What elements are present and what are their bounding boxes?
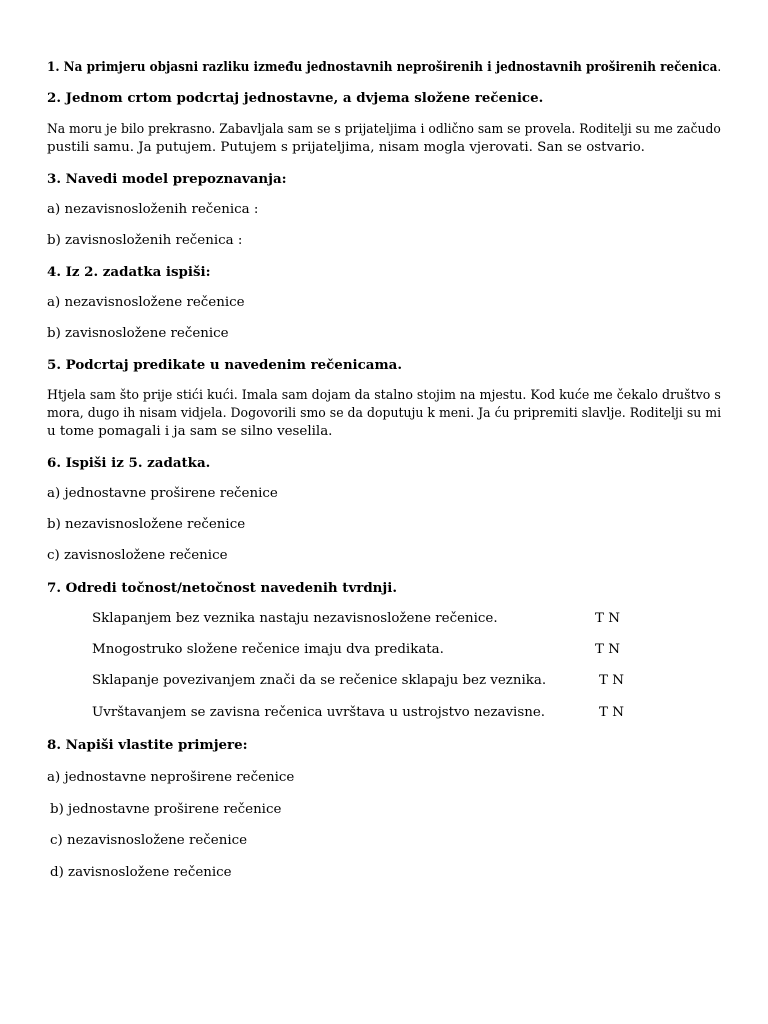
statement-4: Uvrštavanjem se zavisna rečenica uvrštava u ustrojstvo nezavisne. [92, 705, 546, 720]
statement-2-true-false: T N [595, 642, 620, 657]
question-2-text [47, 121, 721, 157]
question-1-period: . [717, 60, 722, 75]
question-8-item-b: b) jednostavne proširene rečenice [50, 802, 282, 817]
question-3-item-b: b) zavisnosloženih rečenica : [47, 233, 243, 248]
question-5-text [47, 387, 721, 441]
question-3-title: 3. Navedi model prepoznavanja: [47, 171, 287, 187]
text-line: Htjela sam što prije stići kući. Imala sam dojam da stalno stojim na mjestu. Kod kuće me čekalo društvo s [47, 388, 721, 403]
text-line: Na moru je bilo prekrasno. Zabavljala sam se s prijateljima i odlično sam se provela. Roditelji su me začudo [47, 122, 721, 137]
statement-4-true-false: T N [599, 705, 624, 720]
question-2-title: 2. Jednom crtom podcrtaj jednostavne, a dvjema složene rečenice. [47, 90, 544, 106]
statement-1: Sklapanjem bez veznika nastaju nezavisnosložene rečenice. [92, 611, 498, 626]
statement-3-true-false: T N [599, 673, 624, 688]
text-line: mora, dugo ih nisam vidjela. Dogovorili smo se da doputuju k meni. Ja ću pripremiti slavlje. Roditelji su mi [47, 406, 722, 421]
text-line: pustili samu. Ja putujem. Putujem s prijateljima, nisam mogla vjerovati. San se ostvario. [47, 140, 645, 155]
question-4-title: 4. Iz 2. zadatka ispiši: [47, 264, 211, 280]
question-4-item-b: b) zavisnosložene rečenice [47, 326, 229, 341]
question-8-item-d: d) zavisnosložene rečenice [50, 865, 232, 880]
question-4-item-a: a) nezavisnosložene rečenice [47, 295, 245, 310]
question-6-item-c: c) zavisnosložene rečenice [47, 548, 228, 563]
question-8-item-a: a) jednostavne neproširene rečenice [47, 770, 295, 785]
question-6-item-a: a) jednostavne proširene rečenice [47, 486, 278, 501]
statement-2: Mnogostruko složene rečenice imaju dva predikata. [92, 642, 444, 657]
statement-3: Sklapanje povezivanjem znači da se rečenice sklapaju bez veznika. [92, 673, 547, 688]
question-6-item-b: b) nezavisnosložene rečenice [47, 517, 246, 532]
question-6-title: 6. Ispiši iz 5. zadatka. [47, 455, 211, 471]
question-8-title: 8. Napiši vlastite primjere: [47, 737, 248, 753]
text-line: u tome pomagali i ja sam se silno veselila. [47, 424, 333, 439]
question-7-title: 7. Odredi točnost/netočnost navedenih tvrdnji. [47, 580, 398, 596]
statement-1-true-false: T N [595, 611, 620, 626]
question-8-item-c: c) nezavisnosložene rečenice [50, 833, 248, 848]
question-3-item-a: a) nezavisnosloženih rečenica : [47, 202, 259, 217]
question-1 [47, 58, 721, 77]
question-5-title: 5. Podcrtaj predikate u navedenim rečenicama. [47, 357, 402, 373]
question-1-title: 1. Na primjeru objasni razliku između jednostavnih neproširenih i jednostavnih proširenih rečenica [47, 59, 718, 75]
